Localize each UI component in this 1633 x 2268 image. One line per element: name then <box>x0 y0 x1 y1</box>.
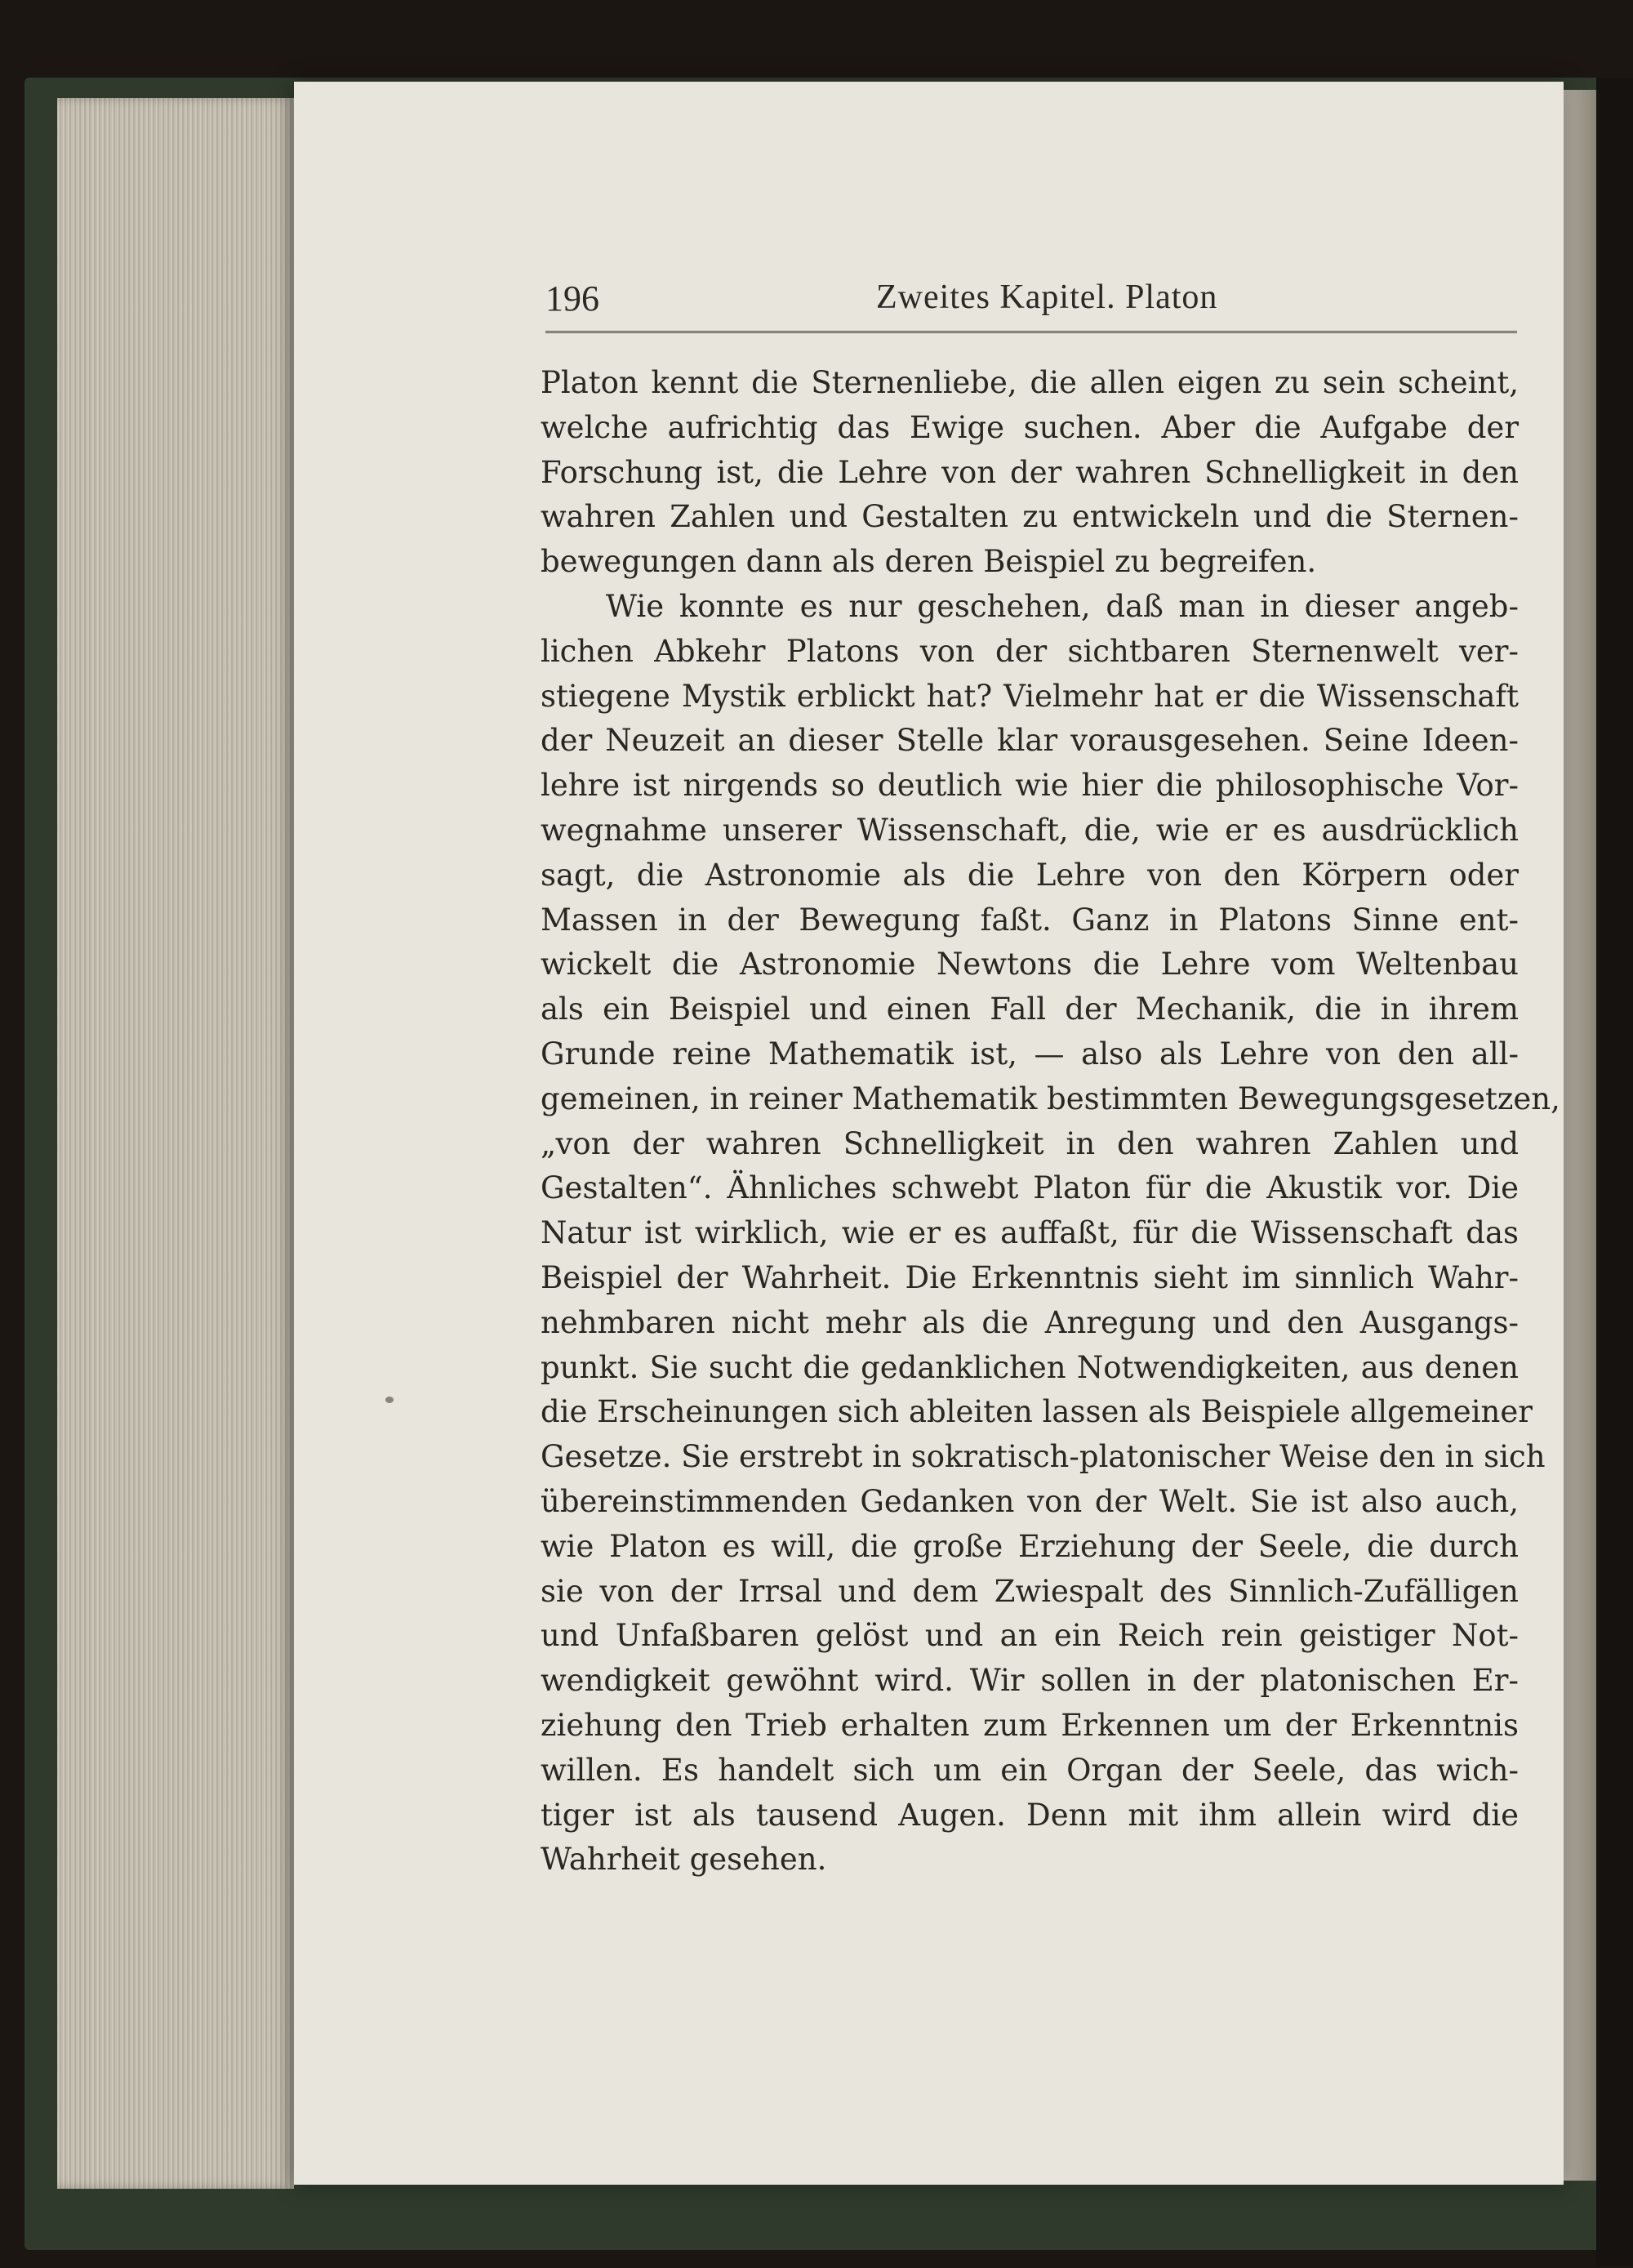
text-line: welche aufrichtig das Ewige suchen. Aber die Aufgabe der <box>541 409 1519 445</box>
text-line: ziehung den Trieb erhalten zum Erkennen um der Erkenntnis <box>541 1707 1519 1743</box>
text-line: wickelt die Astronomie Newtons die Lehre vom Weltenbau <box>541 947 1519 983</box>
text-line: bewegungen dann als deren Beispiel zu begreifen. <box>541 544 1317 580</box>
text-line: stiegene Mystik erblickt hat? Vielmehr hat er die Wissenschaft <box>541 678 1519 714</box>
text-line: „von der wahren Schnelligkeit in den wahren Zahlen und <box>541 1125 1519 1161</box>
text-line: Wie konnte es nur geschehen, daß man in dieser angeb- <box>606 588 1519 624</box>
page-smudge <box>385 1397 394 1403</box>
text-line: sagt, die Astronomie als die Lehre von den Körpern oder <box>541 857 1519 893</box>
text-line: sie von der Irrsal und dem Zwiespalt des Sinnlich-Zufälligen <box>541 1573 1519 1609</box>
text-line: Natur ist wirklich, wie er es auffaßt, für die Wissenschaft das <box>541 1215 1519 1251</box>
text-line: tiger ist als tausend Augen. Denn mit ihm allein wird die <box>541 1797 1519 1833</box>
text-line: der Neuzeit an dieser Stelle klar vorausgesehen. Seine Ideen- <box>541 723 1519 759</box>
text-line: wahren Zahlen und Gestalten zu entwickeln und die Sternen- <box>541 499 1519 535</box>
text-line: wie Platon es will, die große Erziehung der Seele, die durch <box>541 1528 1519 1564</box>
text-line: Wahrheit gesehen. <box>541 1842 827 1878</box>
text-line: willen. Es handelt sich um ein Organ der Seele, das wich- <box>541 1752 1519 1788</box>
text-line: die Erscheinungen sich ableiten lassen als Beispiele allgemeiner <box>541 1394 1533 1430</box>
text-line: punkt. Sie sucht die gedanklichen Notwendigkeiten, aus denen <box>541 1349 1519 1385</box>
text-line: wendigkeit gewöhnt wird. Wir sollen in der platonischen Er- <box>541 1663 1519 1699</box>
right-page-edge <box>1564 90 1596 2181</box>
running-head <box>545 274 1517 333</box>
text-line: lichen Abkehr Platons von der sichtbaren Sternenwelt ver- <box>541 633 1519 669</box>
text-line: wegnahme unserer Wissenschaft, die, wie er es ausdrücklich <box>541 812 1519 848</box>
text-line: Beispiel der Wahrheit. Die Erkenntnis sieht im sinnlich Wahr- <box>541 1259 1519 1295</box>
text-line: nehmbaren nicht mehr als die Anregung und den Ausgangs- <box>541 1304 1519 1340</box>
text-line: Forschung ist, die Lehre von der wahren Schnelligkeit in den <box>541 454 1519 490</box>
running-title: Zweites Kapitel. Platon <box>876 278 1218 316</box>
text-line: gemeinen, in reiner Mathematik bestimmten Bewegungsgesetzen, <box>541 1081 1560 1116</box>
text-line: übereinstimmenden Gedanken von der Welt. Sie ist also auch, <box>541 1483 1519 1519</box>
text-line: und Unfaßbaren gelöst und an ein Reich rein geistiger Not- <box>541 1618 1519 1654</box>
text-line: Grunde reine Mathematik ist, — also als Lehre von den all- <box>541 1036 1519 1072</box>
page-number: 196 <box>545 278 599 319</box>
text-line: Platon kennt die Sternenliebe, die allen eigen zu sein scheint, <box>541 365 1519 400</box>
body-text <box>541 361 1560 1883</box>
text-line: lehre ist nirgends so deutlich wie hier die philosophische Vor- <box>541 768 1519 804</box>
page-edge-stack <box>57 98 294 2189</box>
text-line: Gestalten“. Ähnliches schwebt Platon für die Akustik vor. Die <box>541 1170 1519 1206</box>
text-line: Gesetze. Sie erstrebt in sokratisch-platonischer Weise den in sich <box>541 1439 1546 1475</box>
text-line: als ein Beispiel und einen Fall der Mechanik, die in ihrem <box>541 991 1519 1027</box>
right-cover <box>1596 78 1633 2266</box>
text-line: Massen in der Bewegung faßt. Ganz in Platons Sinne ent- <box>541 902 1519 938</box>
